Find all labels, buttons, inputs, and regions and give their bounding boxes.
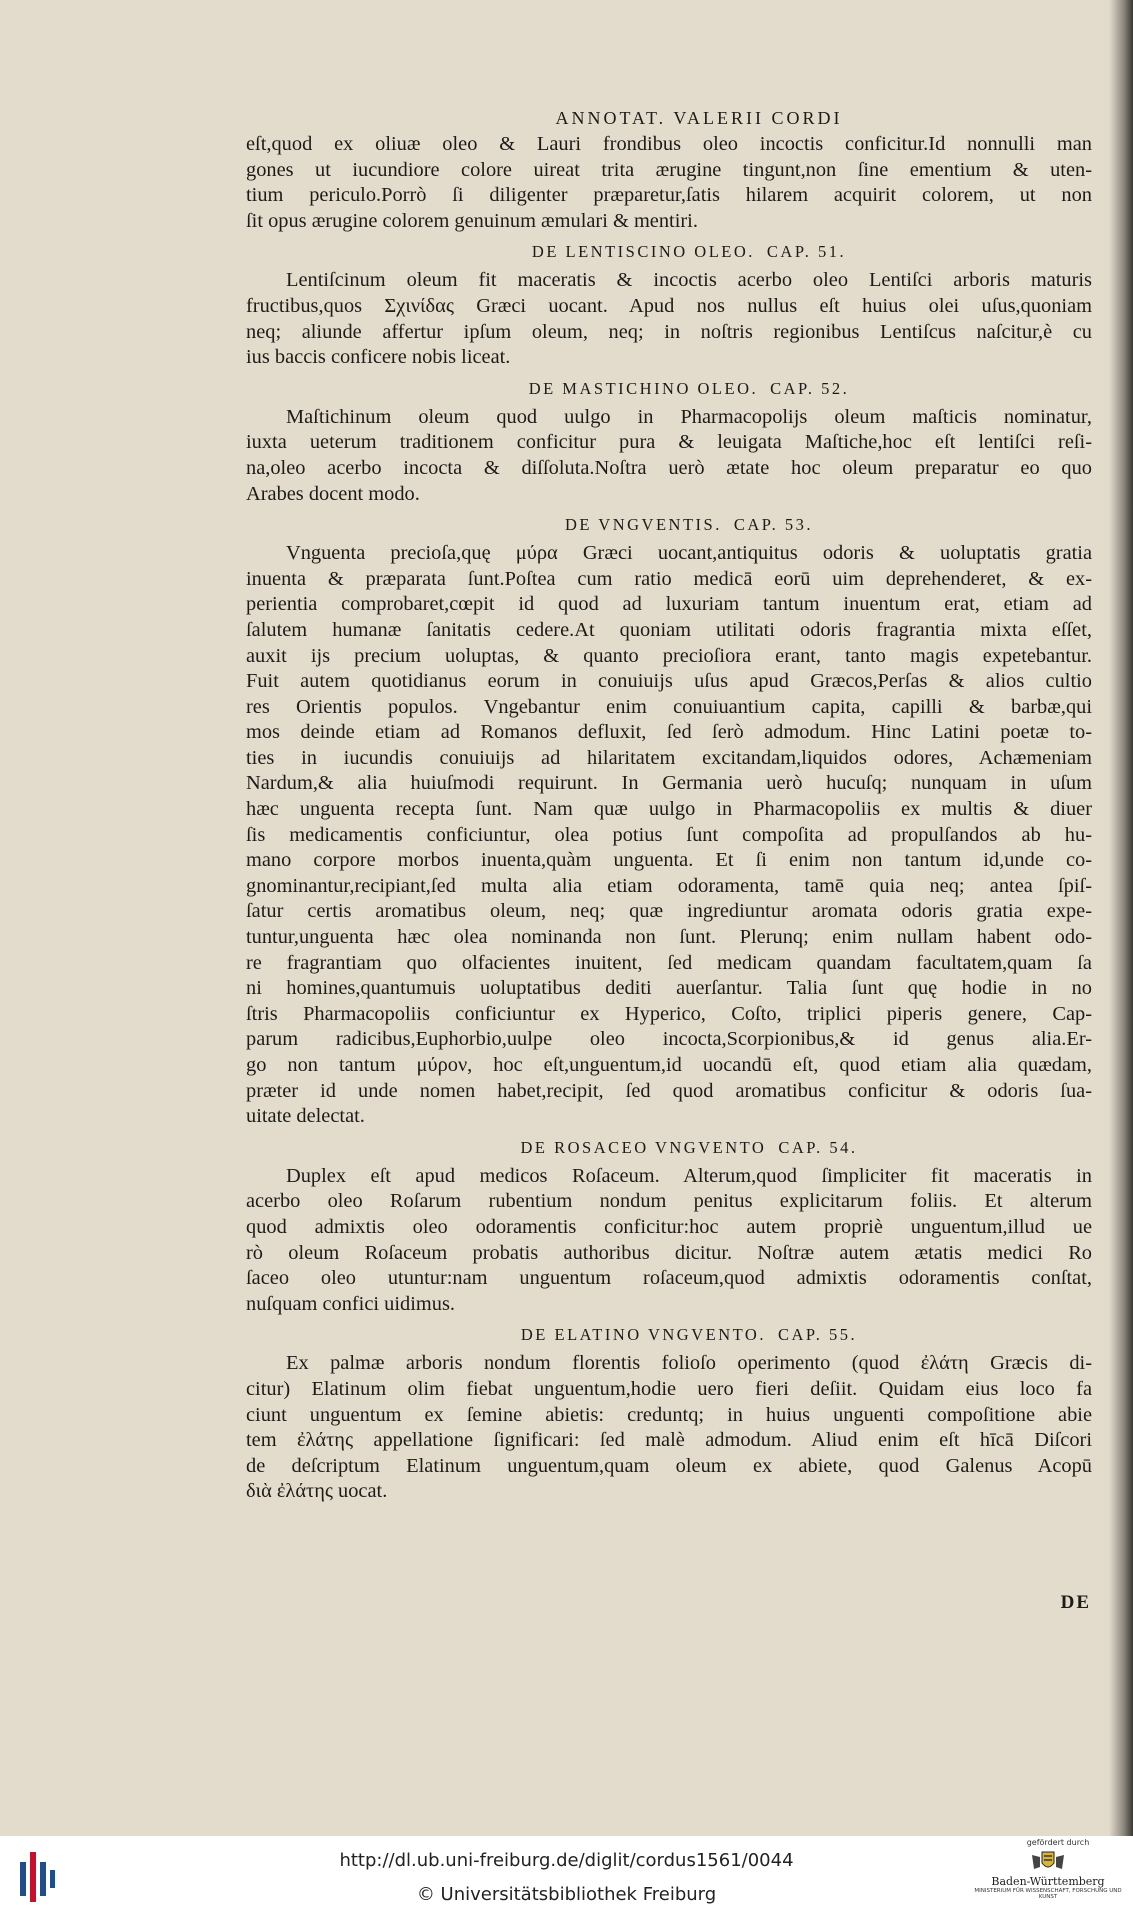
text-line: ſit opus ærugine colorem genuinum æmulari & mentiri. <box>246 209 698 232</box>
chapter-number: CAP. 52. <box>770 378 850 398</box>
chapter-number: CAP. 53. <box>733 515 813 535</box>
sponsor-label: gefördert durch <box>1026 1838 1090 1847</box>
running-head: ANNOTAT. VALERII CORDI <box>555 108 843 128</box>
text-line: mano corpore morbos inuenta,quàm unguenta. Et ſi enim non tantum id,unde co- <box>246 849 1092 872</box>
text-line: auxit ijs precium uoluptas, & quanto precioſiora erant, tanto magis expetebantur. <box>246 644 1092 667</box>
text-line: Nardum,& alia huiuſmodi requirunt. In Germania uerò hucuſq; nunquam in uſum <box>246 772 1092 795</box>
text-line: Maſtichinum oleum quod uulgo in Pharmacopolijs oleum maſticis nominatur, <box>286 405 1092 428</box>
text-line: citur) Elatinum olim fiebat unguentum,hodie uero fieri deſiit. Quidam eius loco fa <box>246 1377 1092 1400</box>
chapter-title: DE ELATINO VNGVENTO. <box>520 1325 766 1345</box>
text-line: iuxta ueterum traditionem conficitur pura & leuigata Maſtiche,hoc eſt lentiſci reſi- <box>246 431 1092 454</box>
sponsor-name: Baden-Württemberg <box>991 1875 1105 1888</box>
text-line: Lentiſcinum oleum fit maceratis & incoctis acerbo oleo Lentiſci arboris maturis <box>286 269 1092 292</box>
chapter-title: DE VNGVENTIS. <box>564 515 722 535</box>
chapter-title: DE LENTISCINO OLEO. <box>531 242 755 262</box>
text-line: de deſcriptum Elatinum unguentum,quam oleum ex abiete, quod Galenus Acopū <box>246 1454 1092 1477</box>
text-line: ſatur certis aromatibus oleum, neq; quæ ingrediuntur aromata odoris gratia expe- <box>246 900 1092 923</box>
text-line: ſalutem humanæ ſanitatis cedere.At quoniam utilitati odoris fragrantia mixta eſſet, <box>246 618 1092 641</box>
text-line: ſtris Pharmacopoliis conficiuntur ex Hyperico, Coſto, triplici piperis genere, Cap- <box>246 1002 1092 1025</box>
text-line: ſaceo oleo utuntur:nam unguentum roſaceum,quod admixtis odoramentis conſtat, <box>246 1267 1092 1290</box>
chapter-title: DE MASTICHINO OLEO. <box>528 378 759 398</box>
text-line: parum radicibus,Euphorbio,uulpe oleo incocta,Scorpionibus,& id genus alia.Er- <box>246 1028 1092 1051</box>
text-line: go non tantum μύρον, hoc eſt,unguentum,id uocandū eſt, quod etiam alia quædam, <box>246 1054 1092 1076</box>
text-line: neq; aliunde affertur ipſum oleum, neq; in noſtris regionibus Lentiſcus naſcitur,è cu <box>246 320 1092 343</box>
text-line: res Orientis populos. Vngebantur enim conuiuantium capita, capilli & barbæ,qui <box>246 695 1092 718</box>
chapter-number: CAP. 51. <box>766 242 847 262</box>
sections-container <box>246 132 1092 1505</box>
chapter-heading <box>246 507 1092 541</box>
text-line: gnominantur,recipiant,ſed multa alia etiam odoramenta, tamē quia neq; antea ſpiſ- <box>246 874 1092 897</box>
sponsor-subtitle: MINISTERIUM FÜR WISSENSCHAFT, FORSCHUNG UND KUNST <box>974 1888 1122 1900</box>
chapter-heading <box>246 1317 1092 1351</box>
text-line: ſis medicamentis conficiuntur, olea potius ſunt compoſita ad propulſandos ab hu- <box>246 823 1092 846</box>
chapter-title: DE ROSACEO VNGVENTO <box>520 1137 767 1157</box>
text-line: perientia comprobaret,cœpit id quod ad luxuriam tantum inuentum erat, etiam ad <box>246 593 1092 616</box>
text-block <box>246 104 1092 1505</box>
text-line: uitate delectat. <box>246 1105 365 1128</box>
text-line: inuenta & præparata ſunt.Poſtea cum ratio medicā eorū uim deprehenderet, & ex- <box>246 567 1092 590</box>
text-line: ciunt unguentum ex ſemine abietis: creduntq; in huius unguenti compoſitione abie <box>246 1403 1092 1426</box>
footer-bar <box>0 1836 1133 1919</box>
text-line: Arabes docent modo. <box>246 482 420 505</box>
text-line: διὰ ἐλάτης uocat. <box>246 1480 388 1503</box>
text-line: rò oleum Roſaceum probatis authoribus dicitur. Noſtræ autem ætatis medici Ro <box>246 1241 1092 1264</box>
catchword: DE <box>1060 1592 1091 1613</box>
text-line: tem ἐλάτης appellatione ſignificari: ſed malè admodum. Aliud enim eſt hīcā Diſcori <box>246 1429 1092 1452</box>
chapter-heading <box>246 371 1092 405</box>
text-line: na,oleo acerbo incocta & diſſoluta.Noſtra uerò ætate hoc oleum preparatur eo quo <box>246 456 1092 479</box>
footer-copyright: © Universitätsbibliothek Freiburg <box>416 1884 717 1905</box>
text-line: mos deinde etiam ad Romanos defluxit, ſed ſerò admodum. Hinc Latini poetæ to- <box>246 721 1092 744</box>
chapter-heading <box>246 1130 1092 1164</box>
text-line: ius baccis conficere nobis liceat. <box>246 346 511 369</box>
text-line: tium periculo.Porrò ſi diligenter præparetur,ſatis hilarem acquirit colorem, ut non <box>246 184 1092 207</box>
text-line: fructibus,quos Σχινίδας Græci uocant. Apud nos nullus eſt huius olei uſus,quoniam <box>246 294 1092 317</box>
chapter-number: CAP. 54. <box>778 1137 858 1157</box>
text-line: eſt,quod ex oliuæ oleo & Lauri frondibus oleo incoctis conficitur.Id nonnulli man <box>246 133 1092 155</box>
text-line: hæc unguenta recepta ſunt. Nam quæ uulgo in Pharmacopoliis ex multis & diuer <box>246 798 1092 821</box>
sponsor-block <box>973 1838 1123 1918</box>
footer-url-link[interactable]: http://dl.ub.uni-freiburg.de/diglit/cordus1561/0044 <box>339 1850 794 1871</box>
text-line: quod admixtis oleo odoramentis conficitur:hoc autem propriè unguentum,illud ue <box>246 1215 1092 1238</box>
text-line: acerbo oleo Roſarum rubentium nondum penitus explicitarum foliis. Et alterum <box>246 1190 1092 1213</box>
coat-of-arms-icon <box>1028 1849 1068 1875</box>
text-line: ni homines,quantumuis uoluptatibus dediti auerſantur. Talia ſunt quę hodie in no <box>246 977 1092 1000</box>
text-line: nuſquam confici uidimus. <box>246 1292 455 1315</box>
chapter-heading <box>246 234 1092 268</box>
text-line: re fragrantiam quo olfacientes inuitent, ſed medicam quandam facultatem,quam ſa <box>246 951 1092 974</box>
text-line: Vnguenta precioſa,quę μύρα Græci uocant,antiquitus odoris & uoluptatis gratia <box>286 542 1092 565</box>
text-line: ties in iucundis conuiuijs ad hilaritatem excitandam,liquidos odores, Achæmeniam <box>246 746 1092 769</box>
page-edge-shadow <box>1109 0 1133 1836</box>
text-line: præter id unde nomen habet,recipit, ſed quod aromatibus conficitur & odoris ſua- <box>246 1079 1092 1102</box>
text-line: gones ut iucundiore colore uireat trita ærugine tingunt,non ſine ementium & uten- <box>246 158 1092 181</box>
text-line: Fuit autem quotidianus eorum in conuiuijs uſus apud Græcos,Perſas & alios cultio <box>246 670 1092 693</box>
text-line: tuntur,unguenta hæc olea nominanda non ſunt. Plerunq; enim nullam habent odo- <box>246 926 1092 949</box>
text-line: Ex palmæ arboris nondum florentis folioſo operimento (quod ἐλάτη Græcis di- <box>286 1352 1092 1375</box>
text-line: Duplex eſt apud medicos Roſaceum. Alterum,quod ſimpliciter fit maceratis in <box>286 1164 1092 1187</box>
chapter-number: CAP. 55. <box>777 1325 858 1345</box>
